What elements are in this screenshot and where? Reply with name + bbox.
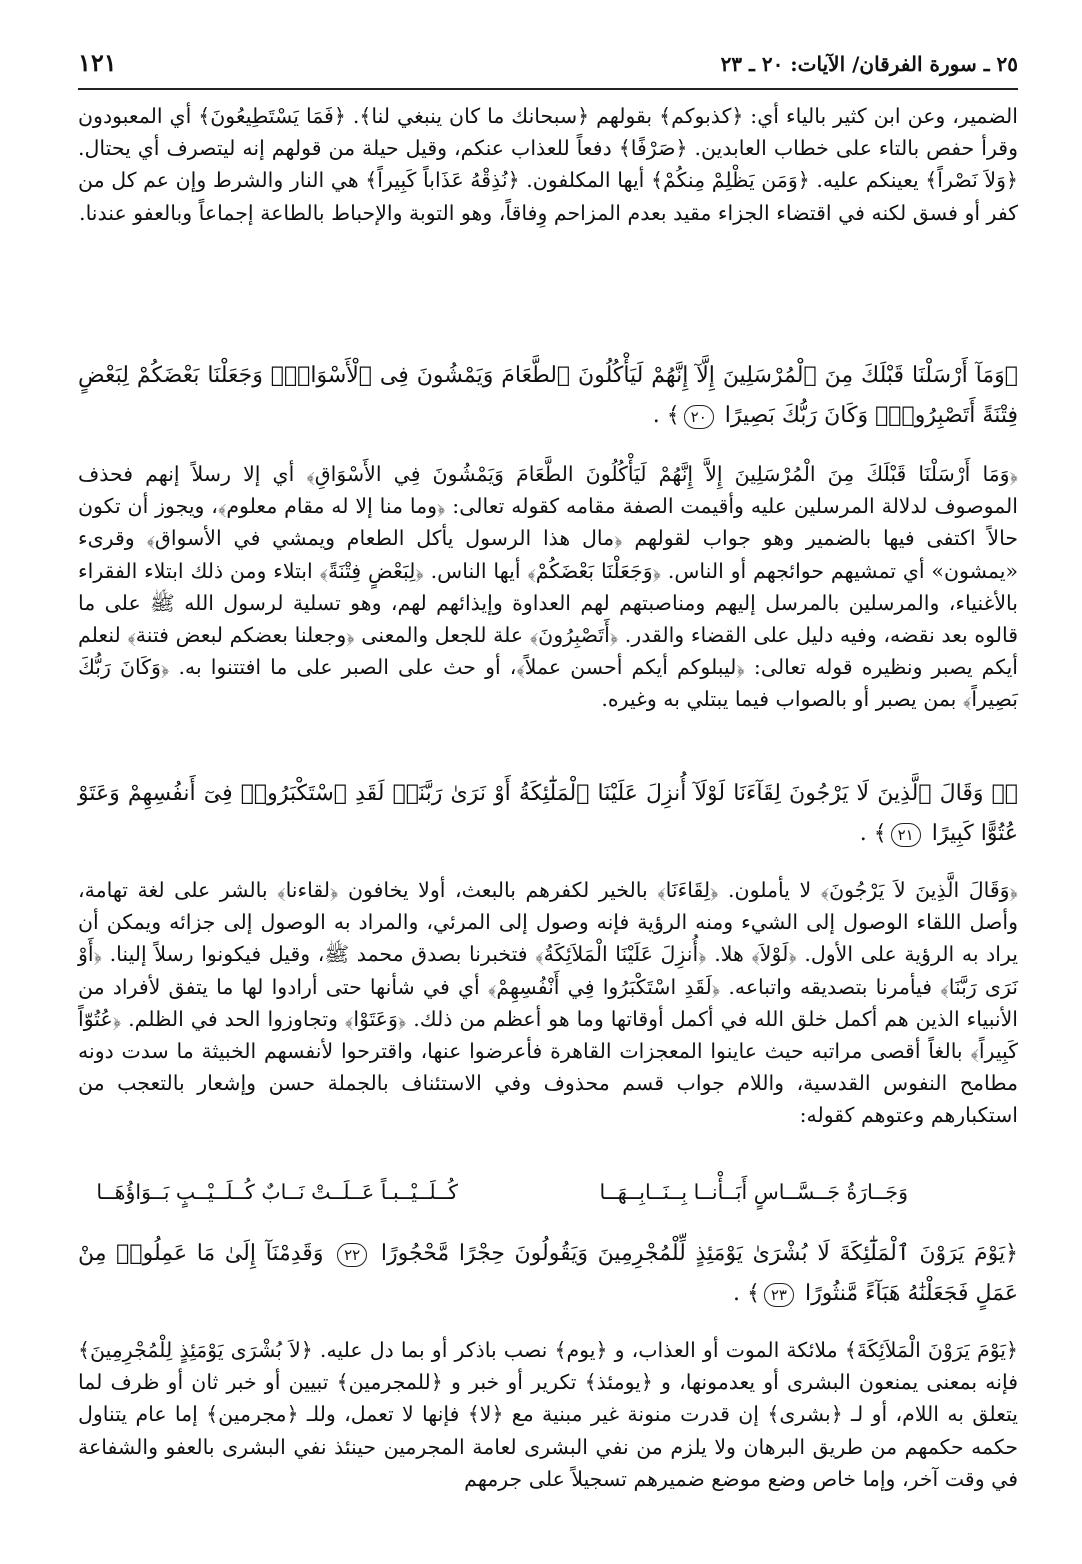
poem-hemistich-1: وَجَــارَةُ جَــسَّــاسٍ أَبَــأْنــا بِــنَــابِــهَــا	[599, 1180, 908, 1204]
commentary-paragraph-1: الضمير، وعن ابن كثير بالياء أي: ﴿كذبوكم﴾ بقولهم ﴿سبحانك ما كان ينبغي لنا﴾. ﴿فَمَا يَسْتَطِيعُونَ﴾ أي المعبودون وقرأ حفص بالتاء على خطاب العابدين. ﴿صَرْفًا﴾ دفعاً للعذاب عنكم، وقيل حيلة من قولهم إنه ليتصرف أي يحتال. ﴿وَلاَ نَصْراً﴾ يعينكم عليه. ﴿وَمَن يَظْلِمْ مِنكُمْ﴾ أيها المكلفون. ﴿نُذِقْهُ عَذَاباً كَبِيراً﴾ هي النار والشرط وإن عم كل من كفر أو فسق لكنه في اقتضاء الجزاء مقيد بعدم المزاحم وِفاقاً، وهو التوبة والإحباط بالطاعة إجماعاً وبالعفو عندنا.	[78, 104, 1018, 225]
verse-20-text: ﴿وَمَآ أَرْسَلْنَا قَبْلَكَ مِنَ ٱلْمُرْسَلِينَ إِلَّآ إِنَّهُمْ لَيَأْكُلُونَ ٱلطَّعَامَ وَيَمْشُونَ فِى ٱلْأَسْوَاقِۗ وَجَعَلْنَا بَعْضَكُمْ لِبَعْضٍ فِتْنَةً أَتَصْبِرُونَۗ وَكَانَ رَبُّكَ بَصِيرًا	[78, 363, 1018, 428]
book-page	[78, 48, 1018, 1548]
commentary-paragraph-3: ﴿وَقَالَ الَّذِينَ لاَ يَرْجُونَ﴾ لا يأملون. ﴿لِقَاءَنَا﴾ بالخير لكفرهم بالبعث، أولا يخافون ﴿لقاءنا﴾ بالشر على لغة تهامة، وأصل اللقاء الوصول إلى الشيء ومنه الرؤية فإنه وصول إلى المرئي، والمراد به الوصول إلى جزائه ويمكن أن يراد به الرؤية على الأول. ﴿لَوْلاَ﴾ هلا. ﴿أُنزِلَ عَلَيْنَا الْمَلاَئِكَةُ﴾ فتخبرنا بصدق محمد ﷺ، وقيل فيكونوا رسلاً إلينا. ﴿أَوْ نَرَى رَبَّنَا﴾ فيأمرنا بتصديقه واتباعه. ﴿لَقَدِ اسْتَكْبَرُوا فِي أَنْفُسِهِمْ﴾ أي في شأنها حتى أرادوا لها ما يتفق لأفراد من الأنبياء الذين هم أكمل خلق الله في أكمل أوقاتها وما هو أعظم من ذلك. ﴿وَعَتَوْا﴾ وتجاوزوا الحد في الظلم. ﴿عُتُوّاً كَبِيراً﴾ بالغاً أقصى مراتبه حيث عاينوا المعجزات القاهرة فأعرضوا عنها، واقترحوا لأنفسهم الخبيثة ما سدت دونه مطامح النفوس القدسية، واللام جواب قسم محذوف وفي الاستئناف بالجملة حسن وإشعار بالتعجب من استكبارهم وعتوهم كقوله:	[78, 878, 1018, 1128]
ayah-number-22: ٢٢	[337, 1243, 367, 1267]
ayah-number-21: ٢١	[891, 823, 921, 847]
page-header	[78, 48, 1018, 90]
verse-21	[78, 774, 1018, 854]
verse-21-close: ﴾ .	[859, 821, 887, 846]
verse-23-close: ﴾ .	[732, 1281, 760, 1306]
commentary-paragraph-2: ﴿وَمَا أَرْسَلْنَا قَبْلَكَ مِنَ الْمُرْسَلِينَ إِلاَّ إِنَّهُمْ لَيَأْكُلُونَ الطَّعَامَ وَيَمْشُونَ فِي الأَسْوَاقِ﴾ أي إلا رسلاً إنهم فحذف الموصوف لدلالة المرسلين عليه وأقيمت الصفة مقامه كقوله تعالى: ﴿وما منا إلا له مقام معلوم﴾، ويجوز أن تكون حالاً اكتفى فيها بالضمير وهو جواب لقولهم ﴿مال هذا الرسول يأكل الطعام ويمشي في الأسواق﴾ وقرىء «يمشون» أي تمشيهم حوائجهم أو الناس. ﴿وَجَعَلْنَا بَعْضَكُمْ﴾ أيها الناس. ﴿لِبَعْضٍ فِتْنَةً﴾ ابتلاء ومن ذلك ابتلاء الفقراء بالأغنياء، والمرسلين بالمرسل إليهم ومناصبتهم لهم العداوة وإيذائهم لهم، وهو تسلية لرسول الله ﷺ على ما قالوه بعد نقضه، وفيه دليل على القضاء والقدر. ﴿أَتَصْبِرُونَ﴾ علة للجعل والمعنى ﴿وجعلنا بعضكم لبعض فتنة﴾ لنعلم أيكم يصبر ونظيره قوله تعالى: ﴿ليبلوكم أيكم أحسن عملاً﴾، أو حث على الصبر على ما افتتنوا به. ﴿وَكَانَ رَبُّكَ بَصِيراً﴾ بمن يصبر أو بالصواب فيما يبتلي به وغيره.	[78, 462, 1018, 712]
ayah-number-20: ٢٠	[684, 405, 714, 429]
poetry-verse	[78, 1180, 1018, 1216]
verse-21-text: ﴿۞ وَقَالَ ٱلَّذِينَ لَا يَرْجُونَ لِقَآءَنَا لَوْلَآ أُنزِلَ عَلَيْنَا ٱلْمَلَٰٓئِكَةُ أَوْ نَرَىٰ رَبَّنَاۗ لَقَدِ ٱسْتَكْبَرُوا۟ فِىٓ أَنفُسِهِمْ وَعَتَوْ عُتُوًّا كَبِيرًا	[78, 781, 1018, 846]
verse-20	[78, 356, 1018, 436]
verse-22-23	[78, 1234, 1018, 1314]
surah-title: ٢٥ ـ سورة الفرقان/ الآيات: ٢٠ ـ ٢٣	[720, 52, 1018, 76]
commentary-paragraph-4: ﴿يَوْمَ يَرَوْنَ الْمَلاَئِكَةَ﴾ ملائكة الموت أو العذاب، و ﴿يوم﴾ نصب باذكر أو بما دل عليه. ﴿لاَ بُشْرَى يَوْمَئِذٍ لِلْمُجْرِمِينَ﴾ فإنه بمعنى يمنعون البشرى أو يعدمونها، و ﴿يومئذ﴾ تكرير أو خبر و ﴿للمجرمين﴾ تبيين أو خبر ثان أو ظرف لما يتعلق به اللام، أو لـ ﴿بشرى﴾ إن قدرت منونة غير مبنية مع ﴿لا﴾ فإنها لا تعمل، وللـ ﴿مجرمين﴾ إما عام يتناول حكمه حكمهم من طريق البرهان ولا يلزم من نفي البشرى لعامة المجرمين حينئذ نفي البشرى بالعفو والشفاعة في وقت آخر، وإما خاص وضع موضع ضميرهم تسجيلاً على جرمهم	[78, 1338, 1018, 1491]
verse-20-close: ﴾ .	[652, 403, 680, 428]
verse-22-text: ﴿يَوْمَ يَرَوْنَ ٱلْمَلَٰٓئِكَةَ لَا بُشْرَىٰ يَوْمَئِذٍ لِّلْمُجْرِمِينَ وَيَقُولُونَ حِجْرًا مَّحْجُورًا	[380, 1241, 1019, 1266]
verse-23-text: وَقَدِمْنَآ إِلَىٰ مَا عَمِلُوا۟ مِنْ عَمَلٍ فَجَعَلْنَٰهُ هَبَآءً مَّنثُورًا	[78, 1241, 1018, 1306]
poem-hemistich-2: كُــلَــيْــبـاً عَــلَــتْ نَــابٌ كُــلَــيْــبٍ بَــوَاؤُهَــا	[96, 1180, 458, 1204]
ayah-number-23: ٢٣	[764, 1283, 794, 1307]
page-number: ١٢١	[78, 48, 117, 77]
